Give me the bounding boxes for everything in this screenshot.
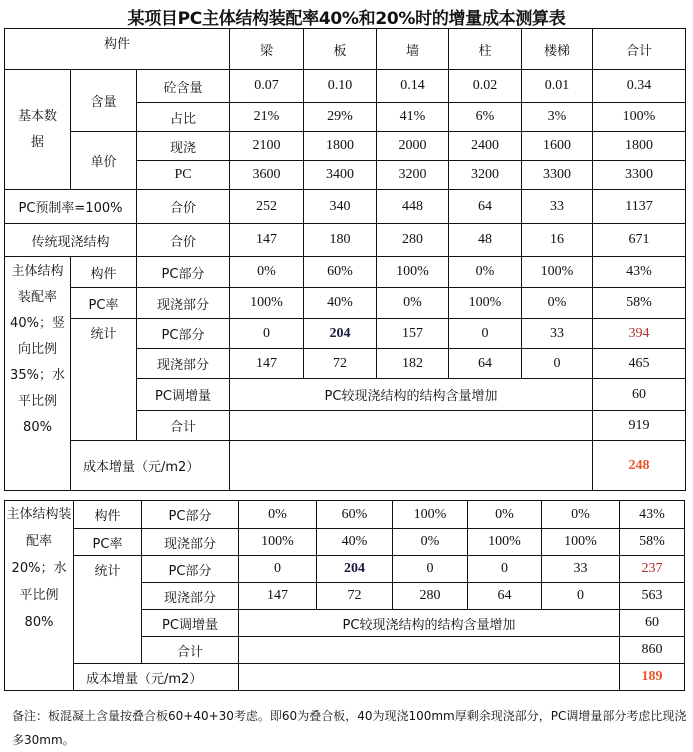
empty-cell (239, 637, 620, 664)
value-cell: 147 (230, 349, 304, 379)
value-cell: 33 (522, 190, 593, 224)
value-cell: 204 (317, 556, 393, 583)
value-cell: 3600 (230, 161, 304, 190)
unit-price-label: 单价 (71, 132, 137, 190)
value-cell: 0.02 (449, 70, 522, 103)
header-col: 柱 (449, 29, 522, 70)
header-col: 合计 (593, 29, 686, 70)
row-label: PC调增量 (142, 610, 239, 637)
value-cell: 0 (230, 319, 304, 349)
value-cell: 29% (304, 103, 377, 132)
row-label: 现浇 (137, 132, 230, 161)
value-cell: 60% (317, 501, 393, 529)
table-row (5, 288, 686, 319)
empty-cell (230, 441, 593, 491)
value-cell: 0% (542, 501, 620, 529)
total-cell: 671 (593, 224, 686, 257)
sub-label: 构件 (71, 257, 137, 288)
value-cell: 157 (377, 319, 449, 349)
table-row (5, 224, 686, 257)
total-cell: 1137 (593, 190, 686, 224)
value-cell: 6% (449, 103, 522, 132)
value-cell: 0 (393, 556, 468, 583)
value-cell: 448 (377, 190, 449, 224)
row-label: PC (137, 161, 230, 190)
value-cell: 0.07 (230, 70, 304, 103)
cost-table-40 (4, 28, 686, 491)
row-label: 现浇部分 (137, 349, 230, 379)
row-label: PC部分 (142, 556, 239, 583)
value-cell: 0% (522, 288, 593, 319)
value-cell: 0.01 (522, 70, 593, 103)
value-cell: 0% (377, 288, 449, 319)
increase-label: 成本增量（元/m2） (74, 664, 239, 691)
value-cell: 100% (542, 529, 620, 556)
total-cell: 465 (593, 349, 686, 379)
total-cell: 563 (620, 583, 685, 610)
value-cell: 16 (522, 224, 593, 257)
value-cell: 64 (449, 190, 522, 224)
value-cell: 3400 (304, 161, 377, 190)
value-cell: 72 (304, 349, 377, 379)
total-cell: 58% (620, 529, 685, 556)
value-cell: 0 (449, 319, 522, 349)
adjust-desc: PC较现浇结构的结构含量增加 (239, 610, 620, 637)
total-cell: 43% (593, 257, 686, 288)
adjust-desc: PC较现浇结构的结构含量增加 (230, 379, 593, 411)
value-cell: 3200 (449, 161, 522, 190)
row-label: PC部分 (137, 319, 230, 349)
value-cell: 2000 (377, 132, 449, 161)
value-cell: 1600 (522, 132, 593, 161)
value-cell: 60% (304, 257, 377, 288)
row-label: 合计 (142, 637, 239, 664)
value-cell: 100% (239, 529, 317, 556)
table-row (5, 501, 685, 529)
total-cell: 58% (593, 288, 686, 319)
footnote: 备注：板混凝土含量按叠合板60+40+30考虑。即60为叠合板，40为现浇100mm厚剩余现浇部分，PC调增量部分考虑比现浇多30mm。 (12, 709, 687, 747)
value-cell: 100% (522, 257, 593, 288)
total-cell: 100% (593, 103, 686, 132)
basic-data-label: 基本数据 (5, 70, 71, 190)
value-cell: 3200 (377, 161, 449, 190)
stat-label: 统计 (71, 319, 137, 441)
table-row (5, 664, 685, 691)
sub-label: PC率 (74, 529, 142, 556)
table-row (5, 556, 685, 583)
value-cell: 0 (239, 556, 317, 583)
header-col: 梁 (230, 29, 304, 70)
table-row (5, 319, 686, 349)
value-cell: 100% (230, 288, 304, 319)
value-cell: 0 (542, 583, 620, 610)
row-label: 占比 (137, 103, 230, 132)
sum-total: 919 (593, 411, 686, 441)
header-col: 板 (304, 29, 377, 70)
value-cell: 48 (449, 224, 522, 257)
scenario-label: 主体结构装配率40%；竖向比例35%；水平比例80% (5, 257, 71, 491)
value-cell: 0% (230, 257, 304, 288)
value-cell: 40% (304, 288, 377, 319)
adjust-total: 60 (593, 379, 686, 411)
value-cell: 3% (522, 103, 593, 132)
total-cell: 237 (620, 556, 685, 583)
increase-total: 189 (620, 664, 685, 691)
header-col: 墙 (377, 29, 449, 70)
value-cell: 0.14 (377, 70, 449, 103)
row-label: 现浇部分 (137, 288, 230, 319)
group-label: PC预制率=100% (5, 190, 137, 224)
table-row (5, 441, 686, 491)
group-label: 传统现浇结构 (5, 224, 137, 257)
value-cell: 41% (377, 103, 449, 132)
value-cell: 33 (542, 556, 620, 583)
value-cell: 340 (304, 190, 377, 224)
value-cell: 0.10 (304, 70, 377, 103)
total-cell: 0.34 (593, 70, 686, 103)
adjust-total: 60 (620, 610, 685, 637)
row-label: 合价 (137, 190, 230, 224)
value-cell: 0% (393, 529, 468, 556)
empty-cell (230, 411, 593, 441)
header-row (5, 29, 686, 70)
value-cell: 100% (449, 288, 522, 319)
value-cell: 0 (468, 556, 542, 583)
value-cell: 0% (239, 501, 317, 529)
value-cell: 280 (393, 583, 468, 610)
total-cell: 394 (593, 319, 686, 349)
table-row (5, 70, 686, 103)
value-cell: 182 (377, 349, 449, 379)
value-cell: 33 (522, 319, 593, 349)
value-cell: 100% (393, 501, 468, 529)
total-cell: 3300 (593, 161, 686, 190)
value-cell: 64 (449, 349, 522, 379)
value-cell: 252 (230, 190, 304, 224)
cost-table-20 (4, 500, 685, 691)
row-label: 合计 (137, 411, 230, 441)
value-cell: 280 (377, 224, 449, 257)
value-cell: 0 (522, 349, 593, 379)
value-cell: 147 (230, 224, 304, 257)
row-label: 现浇部分 (142, 583, 239, 610)
sum-total: 860 (620, 637, 685, 664)
stat-label: 统计 (74, 556, 142, 664)
increase-total: 248 (593, 441, 686, 491)
total-cell: 1800 (593, 132, 686, 161)
value-cell: 147 (239, 583, 317, 610)
header-component: 构件 (5, 29, 230, 70)
value-cell: 1800 (304, 132, 377, 161)
value-cell: 3300 (522, 161, 593, 190)
value-cell: 64 (468, 583, 542, 610)
row-label: 现浇部分 (142, 529, 239, 556)
value-cell: 180 (304, 224, 377, 257)
value-cell: 100% (468, 529, 542, 556)
value-cell: 0% (449, 257, 522, 288)
page-title: 某项目PC主体结构装配率40%和20%时的增量成本测算表 (127, 9, 566, 29)
increase-label: 成本增量（元/m2） (71, 441, 230, 491)
value-cell: 204 (304, 319, 377, 349)
sub-label: PC率 (71, 288, 137, 319)
row-label: PC部分 (142, 501, 239, 529)
total-cell: 43% (620, 501, 685, 529)
sub-label: 构件 (74, 501, 142, 529)
scenario-label: 主体结构装配率20%；水平比例80% (5, 501, 74, 691)
empty-cell (239, 664, 620, 691)
row-label: PC调增量 (137, 379, 230, 411)
row-label: PC部分 (137, 257, 230, 288)
value-cell: 2100 (230, 132, 304, 161)
row-label: 砼含量 (137, 70, 230, 103)
value-cell: 2400 (449, 132, 522, 161)
value-cell: 72 (317, 583, 393, 610)
value-cell: 40% (317, 529, 393, 556)
row-label: 合价 (137, 224, 230, 257)
value-cell: 100% (377, 257, 449, 288)
header-col: 楼梯 (522, 29, 593, 70)
table-row (5, 190, 686, 224)
value-cell: 21% (230, 103, 304, 132)
table-row (5, 529, 685, 556)
content-label: 含量 (71, 70, 137, 132)
table-row (5, 132, 686, 161)
value-cell: 0% (468, 501, 542, 529)
table-row (5, 257, 686, 288)
